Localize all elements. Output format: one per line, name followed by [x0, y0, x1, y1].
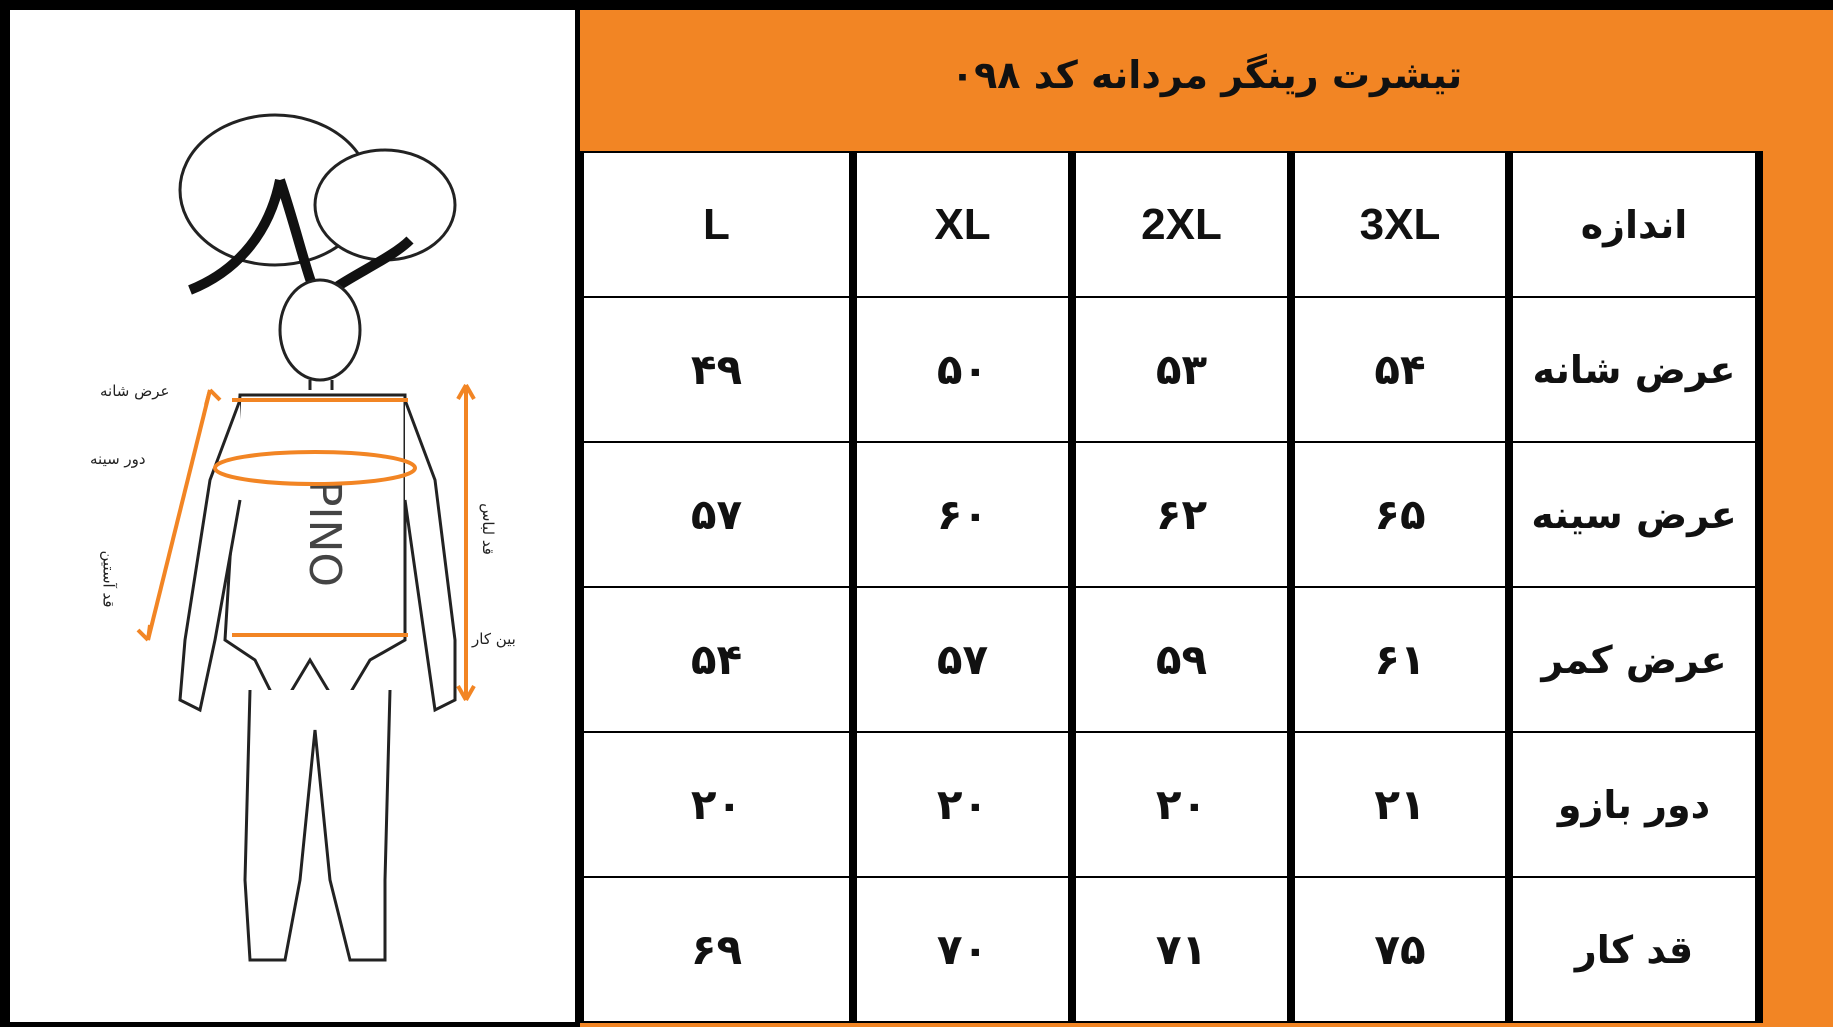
- label-chest: دور سینه: [90, 450, 146, 468]
- page-title: تیشرت رینگر مردانه کد ۰۹۸: [950, 53, 1463, 97]
- table-cell: ۶۹: [584, 878, 849, 1021]
- size-header-cell: L: [584, 153, 849, 296]
- table-cell: ۵۹: [1076, 588, 1287, 731]
- row-label: عرض سینه: [1513, 443, 1755, 586]
- size-table: [576, 151, 1763, 1023]
- table-cell: ۶۵: [1295, 443, 1505, 586]
- table-cell: ۷۱: [1076, 878, 1287, 1021]
- label-waist: بین کار: [472, 630, 516, 648]
- table-cell: ۲۰: [1076, 733, 1287, 876]
- table-cell: ۶۱: [1295, 588, 1505, 731]
- table-cell: ۵۷: [857, 588, 1068, 731]
- shirt-print: PINO: [299, 480, 350, 588]
- header-label-cell: اندازه: [1513, 153, 1755, 296]
- size-header-cell: XL: [857, 153, 1068, 296]
- label-length: قد لباس: [478, 503, 497, 555]
- table-cell: ۵۳: [1076, 298, 1287, 441]
- table-cell: ۵۴: [584, 588, 849, 731]
- table-cell: ۶۰: [857, 443, 1068, 586]
- table-cell: ۲۱: [1295, 733, 1505, 876]
- right-arm: [405, 400, 455, 710]
- size-header-cell: 2XL: [1076, 153, 1287, 296]
- row-label: عرض کمر: [1513, 588, 1755, 731]
- row-label: دور بازو: [1513, 733, 1755, 876]
- table-cell: ۷۵: [1295, 878, 1505, 1021]
- table-cell: ۵۰: [857, 298, 1068, 441]
- table-cell: ۵۴: [1295, 298, 1505, 441]
- row-label: عرض شانه: [1513, 298, 1755, 441]
- table-cell: ۶۲: [1076, 443, 1287, 586]
- head: [280, 280, 360, 380]
- label-shoulder: عرض شانه: [100, 382, 170, 400]
- left-arm: [180, 400, 240, 710]
- legs: [245, 690, 390, 960]
- table-cell: ۴۹: [584, 298, 849, 441]
- measurement-illustration: [10, 10, 575, 1022]
- row-label: قد کار: [1513, 878, 1755, 1021]
- table-cell: ۷۰: [857, 878, 1068, 1021]
- size-header-cell: 3XL: [1295, 153, 1505, 296]
- table-cell: ۵۷: [584, 443, 849, 586]
- hair-shape: [315, 150, 455, 260]
- table-cell: ۲۰: [584, 733, 849, 876]
- label-sleeve: قد آستین: [99, 550, 118, 608]
- table-cell: ۲۰: [857, 733, 1068, 876]
